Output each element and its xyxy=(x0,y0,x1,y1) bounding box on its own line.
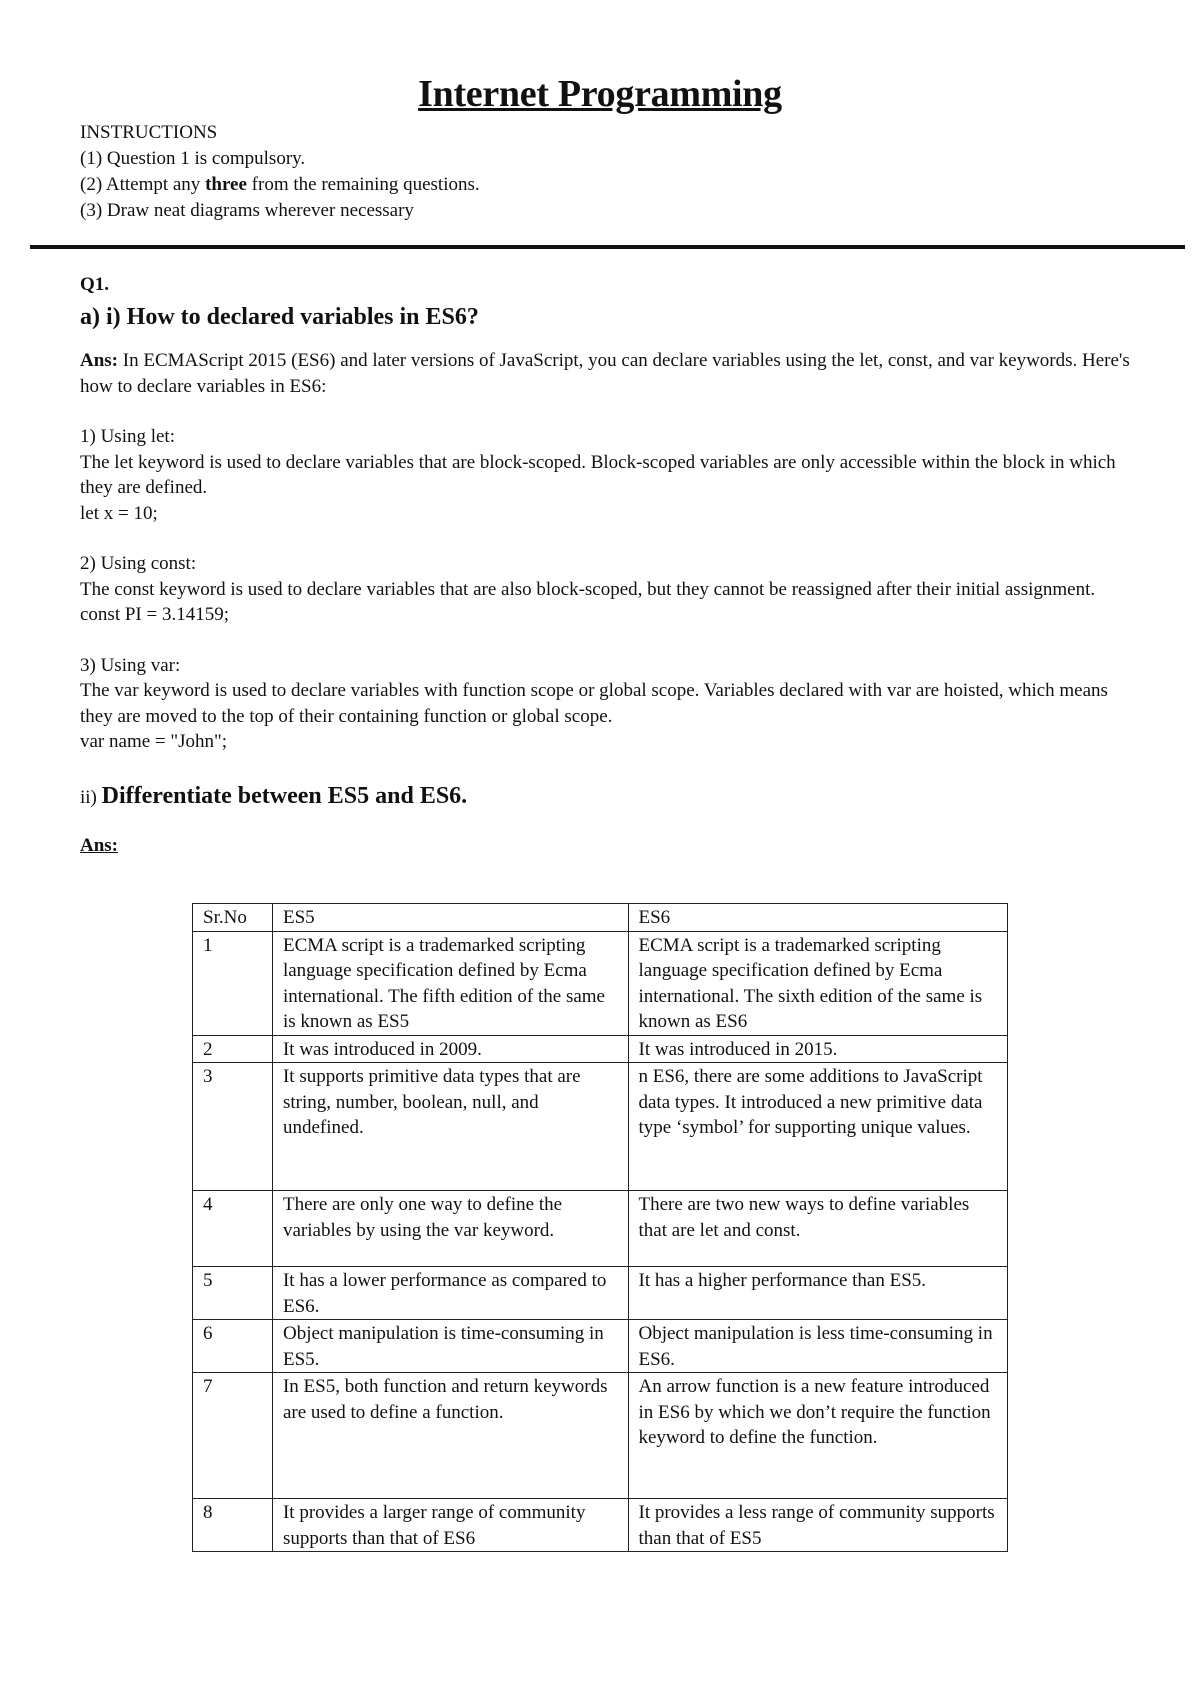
es5-cell: There are only one way to define the variables by using the var keyword. xyxy=(272,1191,628,1267)
es5-es6-comparison-table xyxy=(192,903,1008,1552)
table-row xyxy=(193,1499,1008,1552)
row-number: 3 xyxy=(193,1063,273,1191)
var-description: The var keyword is used to declare variables with function scope or global scope. Variables declared with var are hoisted, which means they are moved to the top of their containing function or global scope. xyxy=(80,680,1108,727)
row-number: 1 xyxy=(193,931,273,1035)
question-a-heading: a) i) How to declared variables in ES6? xyxy=(80,304,479,330)
es6-cell: Object manipulation is less time-consuming in ES6. xyxy=(628,1320,1008,1373)
row-number: 7 xyxy=(193,1373,273,1499)
header-es6: ES6 xyxy=(628,904,1008,932)
document-title: Internet Programming xyxy=(418,73,782,115)
es6-cell: It has a higher performance than ES5. xyxy=(628,1267,1008,1320)
const-title: 2) Using const: xyxy=(80,553,197,574)
question-1-section xyxy=(80,272,1130,858)
row-number: 5 xyxy=(193,1267,273,1320)
es5-cell: In ES5, both function and return keywords are used to define a function. xyxy=(272,1373,628,1499)
answer-label: Ans: xyxy=(80,350,119,371)
var-code: var name = "John"; xyxy=(80,731,228,752)
instruction-2: (2) Attempt any three from the remaining questions. xyxy=(80,174,480,195)
es5-cell: It supports primitive data types that are string, number, boolean, null, and undefined. xyxy=(272,1063,628,1191)
instructions-block xyxy=(80,120,480,224)
row-number: 8 xyxy=(193,1499,273,1552)
instruction-2-emphasis: three xyxy=(205,174,247,195)
table-row xyxy=(193,1320,1008,1373)
answer-intro: Ans: In ECMAScript 2015 (ES6) and later versions of JavaScript, you can declare variables using the let, const, and var keywords. Here's how to declare variables in ES6: xyxy=(80,350,1130,397)
table-row xyxy=(193,1373,1008,1499)
table-row xyxy=(193,1063,1008,1191)
es6-cell: It provides a less range of community supports than that of ES5 xyxy=(628,1499,1008,1552)
es5-cell: It was introduced in 2009. xyxy=(272,1035,628,1063)
es5-cell: It has a lower performance as compared to ES6. xyxy=(272,1267,628,1320)
question-ii-heading: ii) Differentiate between ES5 and ES6. xyxy=(80,782,468,809)
let-description: The let keyword is used to declare variables that are block-scoped. Block-scoped variables are only accessible within the block in which they are defined. xyxy=(80,451,1116,498)
const-code: const PI = 3.14159; xyxy=(80,604,229,625)
table-row xyxy=(193,1035,1008,1063)
es6-cell: n ES6, there are some additions to JavaScript data types. It introduced a new primitive data type ‘symbol’ for supporting unique values. xyxy=(628,1063,1008,1191)
es6-cell: It was introduced in 2015. xyxy=(628,1035,1008,1063)
table-row xyxy=(193,1191,1008,1267)
question-number: Q1. xyxy=(80,274,110,295)
table-row xyxy=(193,931,1008,1035)
es5-cell: Object manipulation is time-consuming in ES5. xyxy=(272,1320,628,1373)
es6-cell: There are two new ways to define variables that are let and const. xyxy=(628,1191,1008,1267)
table-header-row xyxy=(193,904,1008,932)
row-number: 2 xyxy=(193,1035,273,1063)
es5-cell: It provides a larger range of community supports than that of ES6 xyxy=(272,1499,628,1552)
header-divider xyxy=(30,245,1185,249)
let-code: let x = 10; xyxy=(80,502,158,524)
let-title: 1) Using let: xyxy=(80,426,175,447)
row-number: 6 xyxy=(193,1320,273,1373)
const-description: The const keyword is used to declare variables that are also block-scoped, but they cannot be reassigned after their initial assignment. xyxy=(80,578,1096,600)
es5-cell: ECMA script is a trademarked scripting language specification defined by Ecma international. The fifth edition of the same is known as ES5 xyxy=(272,931,628,1035)
instruction-3: (3) Draw neat diagrams wherever necessary xyxy=(80,200,414,221)
row-number: 4 xyxy=(193,1191,273,1267)
header-srno: Sr.No xyxy=(193,904,273,932)
instruction-1: (1) Question 1 is compulsory. xyxy=(80,148,306,169)
es6-cell: An arrow function is a new feature introduced in ES6 by which we don’t require the function keyword to define the function. xyxy=(628,1373,1008,1499)
es6-cell: ECMA script is a trademarked scripting language specification defined by Ecma international. The sixth edition of the same is known as ES6 xyxy=(628,931,1008,1035)
header-es5: ES5 xyxy=(272,904,628,932)
answer-ii-label: Ans: xyxy=(80,834,119,856)
instructions-heading: INSTRUCTIONS xyxy=(80,122,218,143)
var-title: 3) Using var: xyxy=(80,654,181,676)
table-row xyxy=(193,1267,1008,1320)
